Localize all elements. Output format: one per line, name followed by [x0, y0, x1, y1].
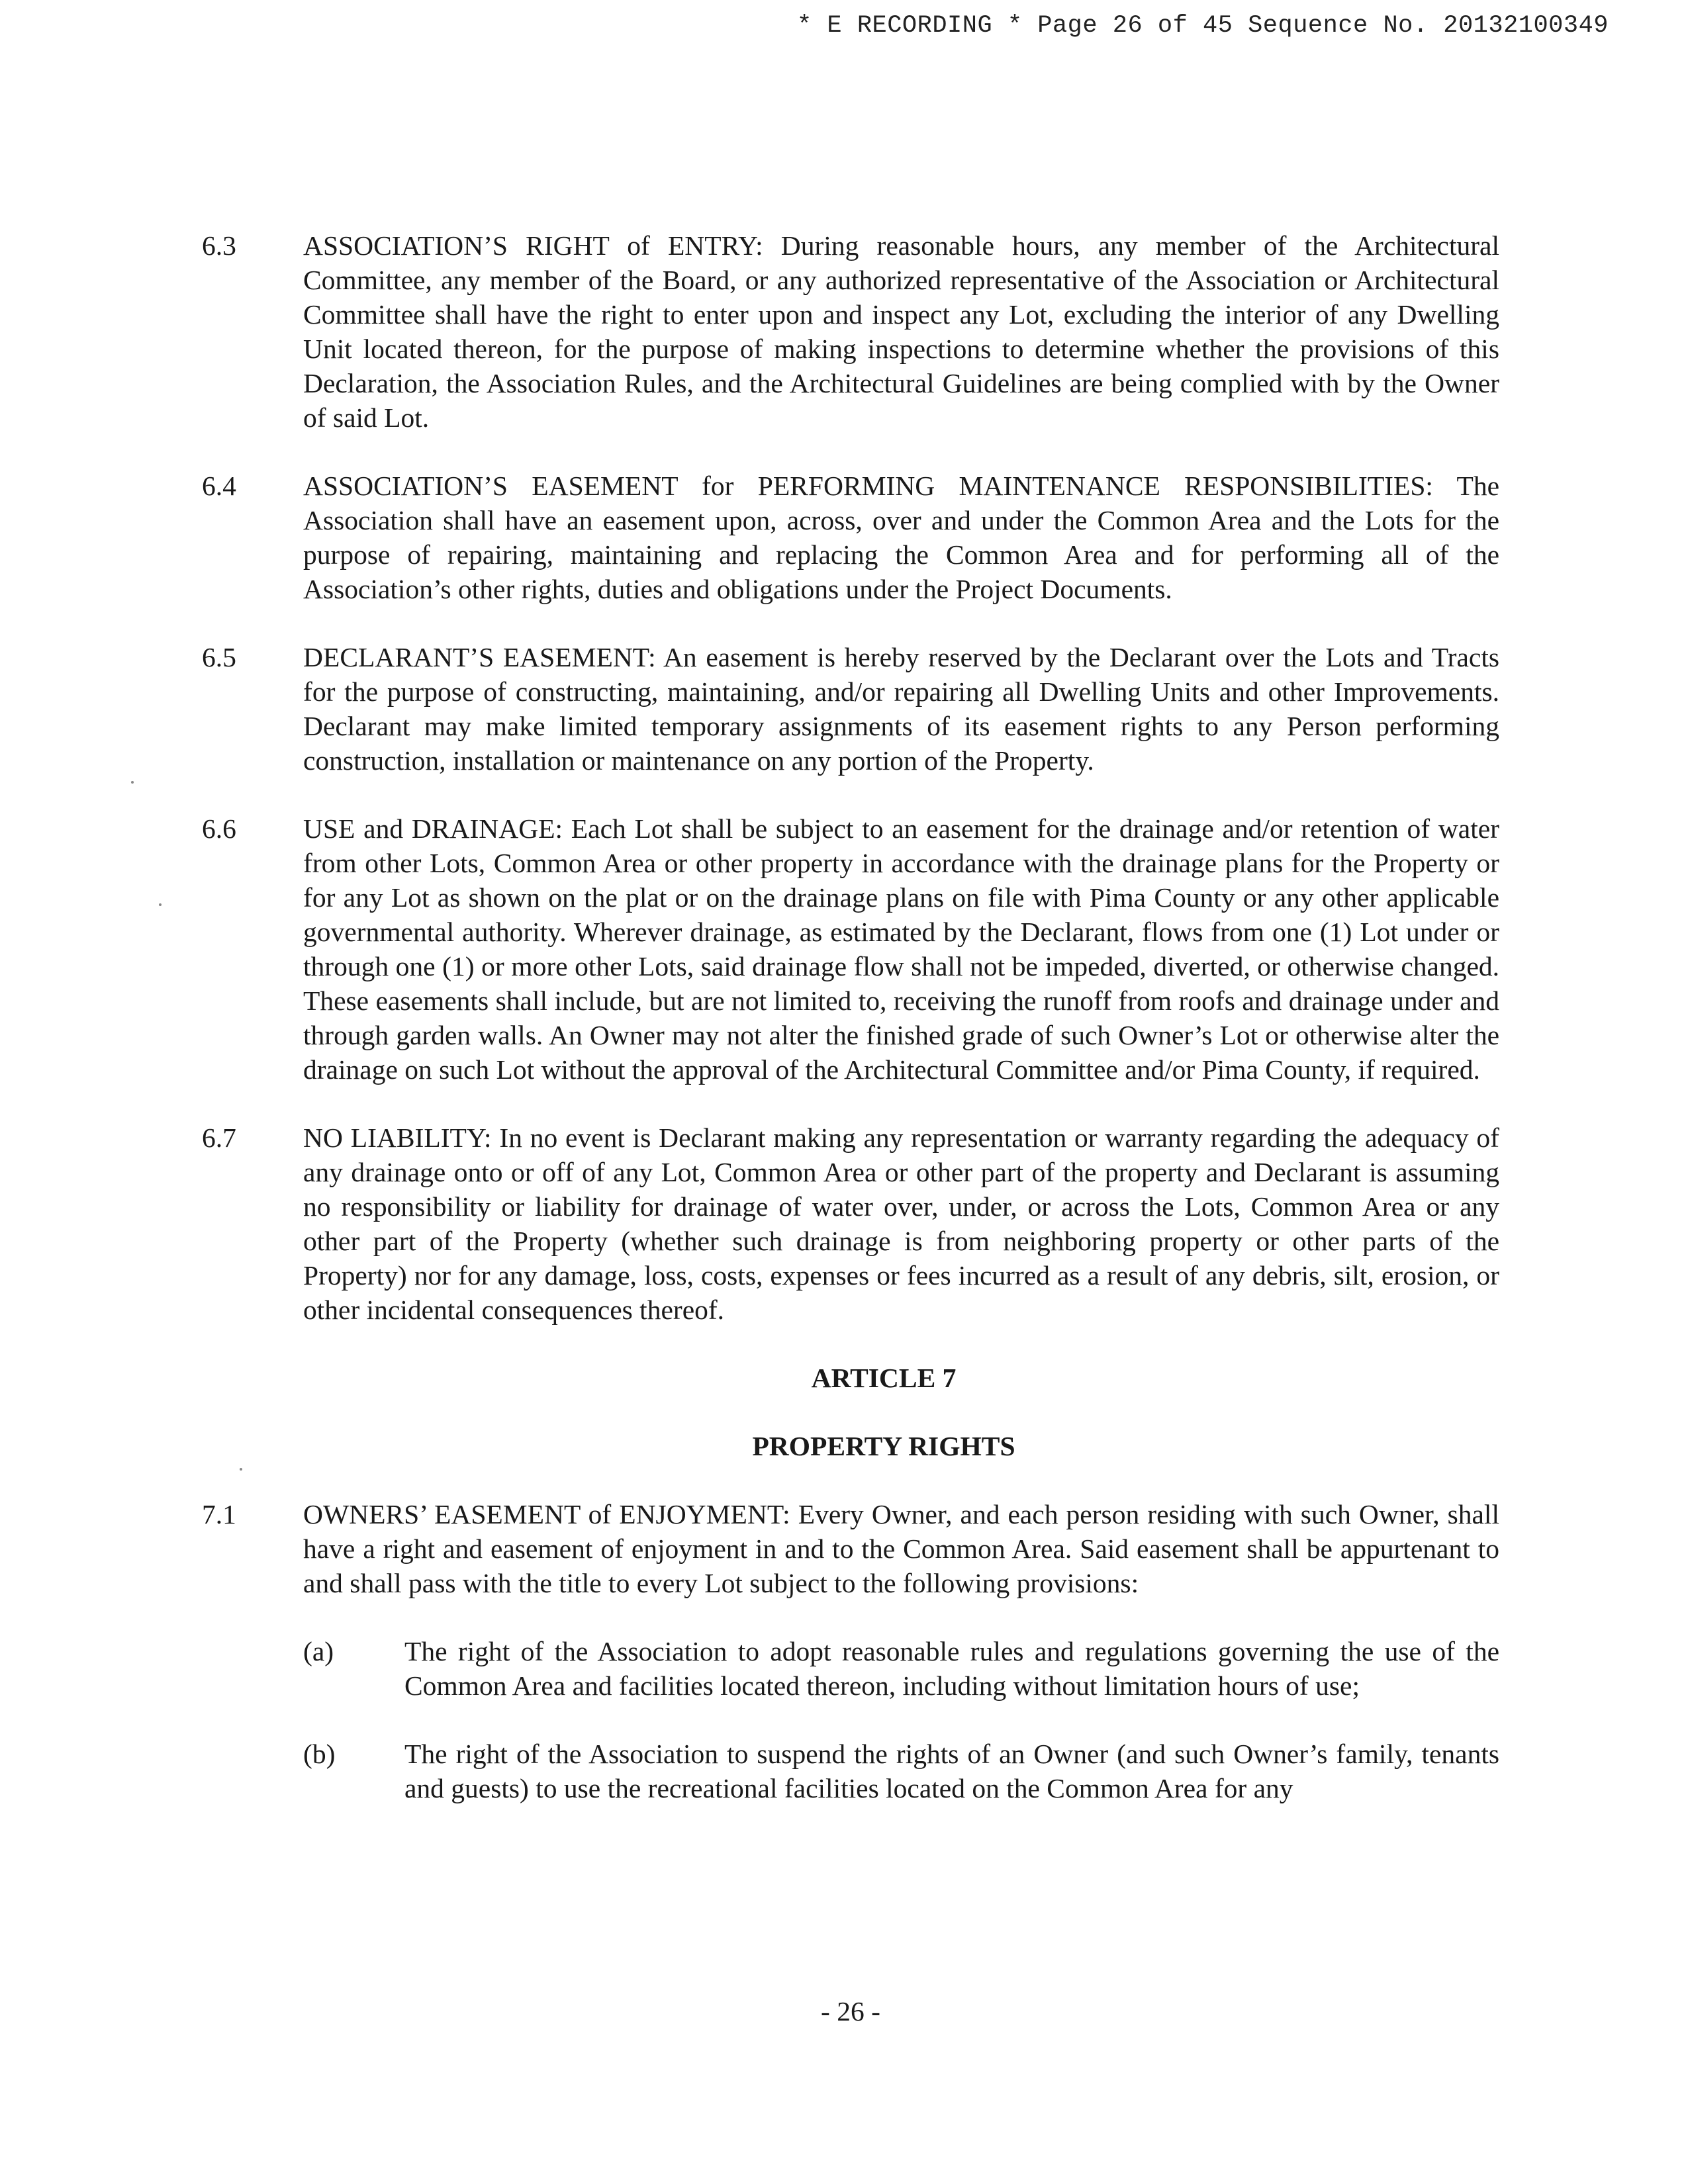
section-number: 6.7	[202, 1122, 236, 1153]
section-6-7	[202, 1120, 1499, 1327]
section-number: 6.3	[202, 230, 236, 261]
section-text: ASSOCIATION’S RIGHT of ENTRY: During reasonable hours, any member of the Architectural Committee, any member of the Board, or any authorized representative of the Association or Architectural Committee shall have the right to enter upon and inspect any Lot, excluding the interior of any Dwelling Unit located thereon, for the purpose of making inspections to determine whether the provisions of this Declaration, the Association Rules, and the Architectural Guidelines are being complied with by the Owner of said Lot.	[303, 230, 1499, 433]
section-6-4	[202, 469, 1499, 606]
section-text: OWNERS’ EASEMENT of ENJOYMENT: Every Owner, and each person residing with such Owner, shall have a right and easement of enjoyment in and to the Common Area. Said easement shall be appurtenant to and shall pass with the title to every Lot subject to the following provisions:	[303, 1499, 1499, 1598]
section-number: 6.6	[202, 813, 236, 844]
section-6-6	[202, 811, 1499, 1087]
section-text: NO LIABILITY: In no event is Declarant making any representation or warranty regarding the adequacy of any drainage onto or off of any Lot, Common Area or other part of the property and Declarant is assuming no responsibility or liability for drainage of water over, under, or across the Lots, Common Area or any other part of the Property (whether such drainage is from neighboring property or other parts of the Property) nor for any damage, loss, costs, expenses or fees incurred as a result of any debris, silt, erosion, or other incidental consequences thereof.	[303, 1122, 1499, 1325]
section-text: DECLARANT’S EASEMENT: An easement is hereby reserved by the Declarant over the Lots and Tracts for the purpose of constructing, maintaining, and/or repairing all Dwelling Units and other Improvements. Declarant may make limited temporary assignments of its easement rights to any Person performing construction, installation or maintenance on any portion of the Property.	[303, 642, 1499, 776]
provision-item-b	[303, 1737, 1499, 1805]
page-body	[202, 228, 1499, 1839]
provision-list	[303, 1634, 1499, 1805]
provision-item-a	[303, 1634, 1499, 1703]
provision-text: The right of the Association to adopt reasonable rules and regulations governing the use of the Common Area and facilities located thereon, including without limitation hours of use;	[404, 1636, 1499, 1701]
provision-label: (b)	[303, 1739, 336, 1769]
page-number: - 26 -	[821, 1996, 880, 2026]
section-6-3	[202, 228, 1499, 435]
section-6-5	[202, 640, 1499, 778]
section-number: 6.4	[202, 471, 236, 501]
provision-text: The right of the Association to suspend the rights of an Owner (and such Owner’s family, tenants and guests) to use the recreational facilities located on the Common Area for any	[404, 1739, 1499, 1803]
article-number-heading: ARTICLE 7	[811, 1363, 957, 1393]
scan-speck	[131, 781, 134, 784]
section-7-1	[202, 1497, 1499, 1600]
scan-speck	[159, 903, 162, 906]
article-title-heading: PROPERTY RIGHTS	[752, 1431, 1015, 1461]
section-number: 7.1	[202, 1499, 236, 1529]
section-text: ASSOCIATION’S EASEMENT for PERFORMING MAINTENANCE RESPONSIBILITIES: The Association shall have an easement upon, across, over and under the Common Area and the Lots for the purpose of repairing, maintaining and replacing the Common Area and for performing all of the Association’s other rights, duties and obligations under the Project Documents.	[303, 471, 1499, 604]
recording-header: * E RECORDING * Page 26 of 45 Sequence No. 20132100349	[797, 12, 1609, 40]
provision-label: (a)	[303, 1636, 334, 1666]
scan-speck	[240, 1468, 242, 1471]
section-text: USE and DRAINAGE: Each Lot shall be subject to an easement for the drainage and/or retention of water from other Lots, Common Area or other property in accordance with the drainage plans for the Property or for any Lot as shown on the plat or on the drainage plans on file with Pima County or any other applicable governmental authority. Wherever drainage, as estimated by the Declarant, flows from one (1) Lot under or through one (1) or more other Lots, said drainage flow shall not be impeded, diverted, or otherwise changed. These easements shall include, but are not limited to, receiving the runoff from roofs and drainage under and through garden walls. An Owner may not alter the finished grade of such Owner’s Lot or otherwise alter the drainage on such Lot without the approval of the Architectural Committee and/or Pima County, if required.	[303, 813, 1499, 1085]
section-number: 6.5	[202, 642, 236, 672]
